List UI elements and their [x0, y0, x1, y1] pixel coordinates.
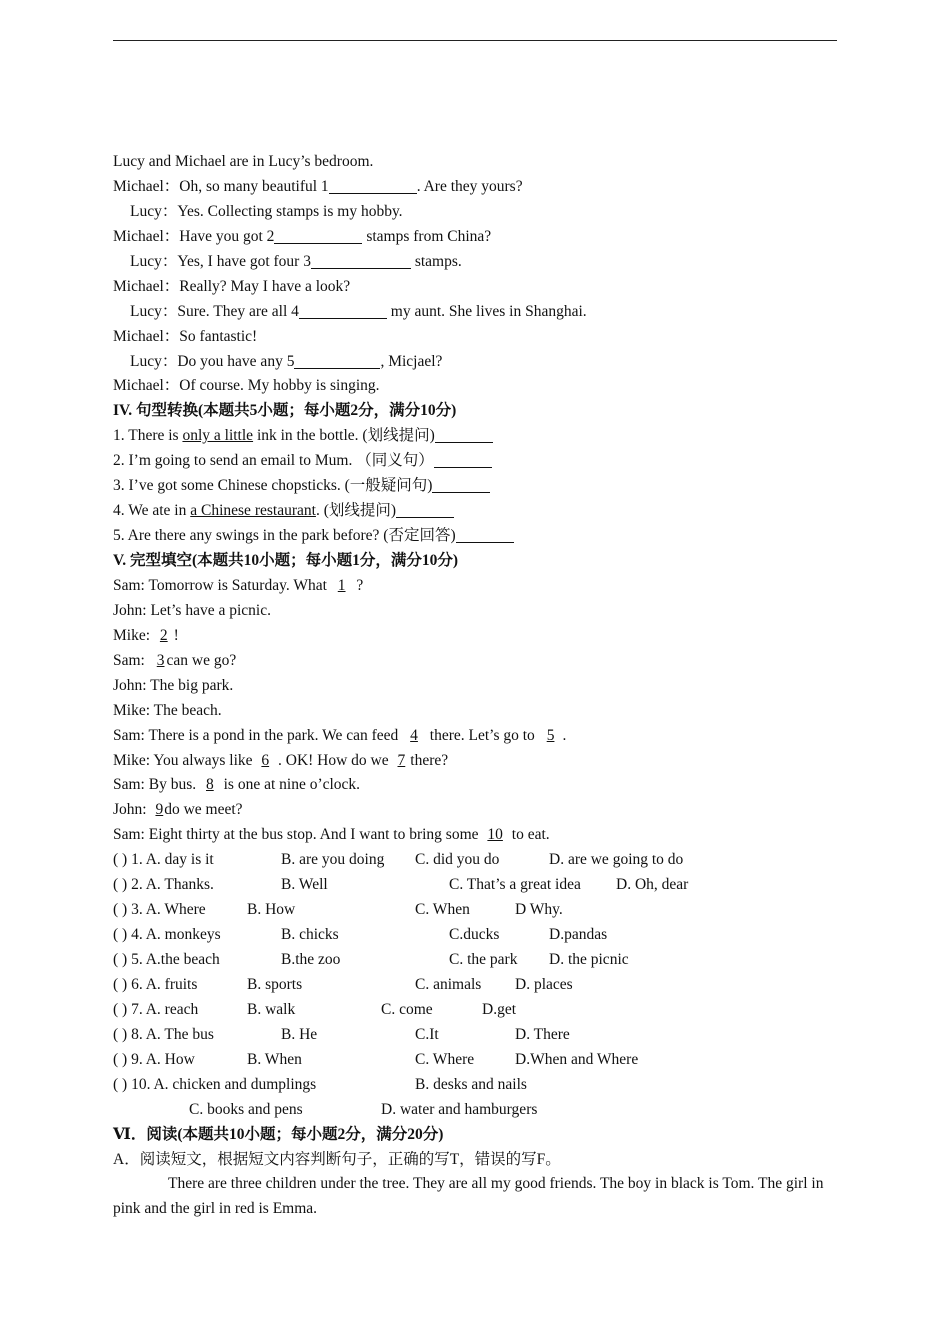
cloze-line: John: The big park.	[113, 676, 234, 694]
dialog-line: Lucy：Yes, I have got four 3 stamps.	[130, 252, 462, 270]
cloze-line: Sam: Tomorrow is Saturday. What 1 ?	[113, 576, 364, 594]
dialog-line: Michael：Have you got 2 stamps from China?	[113, 227, 492, 245]
cloze-line: Sam: There is a pond in the park. We can feed 4 there. Let’s go to 5 .	[113, 726, 567, 744]
cloze-line: Sam: By bus. 8 is one at nine o’clock.	[113, 776, 361, 794]
answer-blank[interactable]	[311, 252, 411, 269]
cloze-line: Mike: The beach.	[113, 701, 222, 719]
answer-blank[interactable]	[299, 302, 387, 319]
cloze-line: Sam: Eight thirty at the bus stop. And I want to bring some 10 to eat.	[113, 826, 550, 844]
option-row-continued[interactable]: C. books and pens D. water and hamburgers	[189, 1100, 538, 1118]
dialog-line: Lucy：Yes. Collecting stamps is my hobby.	[130, 202, 403, 220]
cloze-line: Sam: 3 can we go?	[113, 651, 237, 669]
document-body	[113, 150, 837, 1222]
reading-passage: There are three children under the tree. They are all my good friends. The boy in black is Tom. The girl in pink and the girl in red is Emma.	[113, 1175, 824, 1218]
answer-blank[interactable]	[396, 501, 454, 518]
option-row[interactable]: ( ) 5. A.the beach B.the zoo C. the park D. the picnic	[113, 951, 629, 968]
answer-blank[interactable]	[294, 352, 380, 369]
option-row[interactable]: ( ) 9. A. How B. When C. Where D.When and Where	[113, 1050, 639, 1068]
answer-blank[interactable]	[329, 177, 417, 194]
dialog-line: Lucy：Do you have any 5 , Micjael?	[130, 352, 443, 370]
transform-item: 4. We ate in a Chinese restaurant. (划线提问)	[113, 499, 837, 524]
transform-item: 3. I’ve got some Chinese chopsticks. (一般疑问句)	[113, 474, 837, 499]
option-row[interactable]: ( ) 6. A. fruits B. sports C. animals D. places	[113, 975, 573, 993]
dialog-line: Lucy：Sure. They are all 4 my aunt. She lives in Shanghai.	[130, 302, 587, 320]
cloze-line: John: Let’s have a picnic.	[113, 601, 271, 619]
answer-blank[interactable]	[434, 451, 492, 468]
cloze-line: John: 9do we meet?	[113, 801, 243, 819]
section-5-heading: V. 完型填空(本题共10小题；每小题1分，满分10分)	[113, 552, 459, 569]
option-row[interactable]: ( ) 3. A. Where B. How C. When D Why.	[113, 901, 563, 919]
dialog-line: Michael：Oh, so many beautiful 1 . Are they yours?	[113, 177, 523, 195]
header-rule	[113, 40, 837, 41]
option-row[interactable]: ( ) 8. A. The bus B. He C.It D. There	[113, 1025, 570, 1043]
answer-blank[interactable]	[432, 476, 490, 493]
option-row[interactable]: ( ) 7. A. reach B. walk C. come D.get	[113, 1000, 517, 1018]
dialog-line: Michael：So fantastic!	[113, 327, 258, 345]
cloze-line: Mike: 2 !	[113, 626, 179, 644]
dialog-line: Michael：Really? May I have a look?	[113, 277, 351, 295]
section-4-heading: IV. 句型转换(本题共5小题；每小题2分，满分10分)	[113, 402, 457, 420]
transform-item: 2. I’m going to send an email to Mum. （同义句）	[113, 449, 837, 474]
option-row[interactable]: ( ) 2. A. Thanks. B. Well C. That’s a great idea D. Oh, dear	[113, 876, 689, 894]
dialog-intro: Lucy and Michael are in Lucy’s bedroom.	[113, 153, 374, 170]
reading-instruction: A．阅读短文，根据短文内容判断句子，正确的写T，错误的写F。	[113, 1150, 561, 1168]
answer-blank[interactable]	[435, 426, 493, 443]
transform-item: 5. Are there any swings in the park before? (否定回答)	[113, 524, 837, 549]
option-row[interactable]: ( ) 10. A. chicken and dumplings B. desks and nails	[113, 1075, 527, 1093]
option-row[interactable]: ( ) 1. A. day is it B. are you doing C. did you do D. are we going to do	[113, 851, 684, 869]
section-6-heading: Ⅵ．阅读(本题共10小题；每小题2分，满分20分)	[113, 1125, 444, 1143]
answer-blank[interactable]	[456, 526, 514, 543]
cloze-line: Mike: You always like 6 . OK! How do we 7 there?	[113, 751, 449, 769]
transform-item: 1. There is only a little ink in the bottle. (划线提问)	[113, 424, 837, 449]
option-row[interactable]: ( ) 4. A. monkeys B. chicks C.ducks D.pandas	[113, 926, 608, 944]
dialog-line: Michael：Of course. My hobby is singing.	[113, 377, 380, 395]
answer-blank[interactable]	[274, 227, 362, 244]
